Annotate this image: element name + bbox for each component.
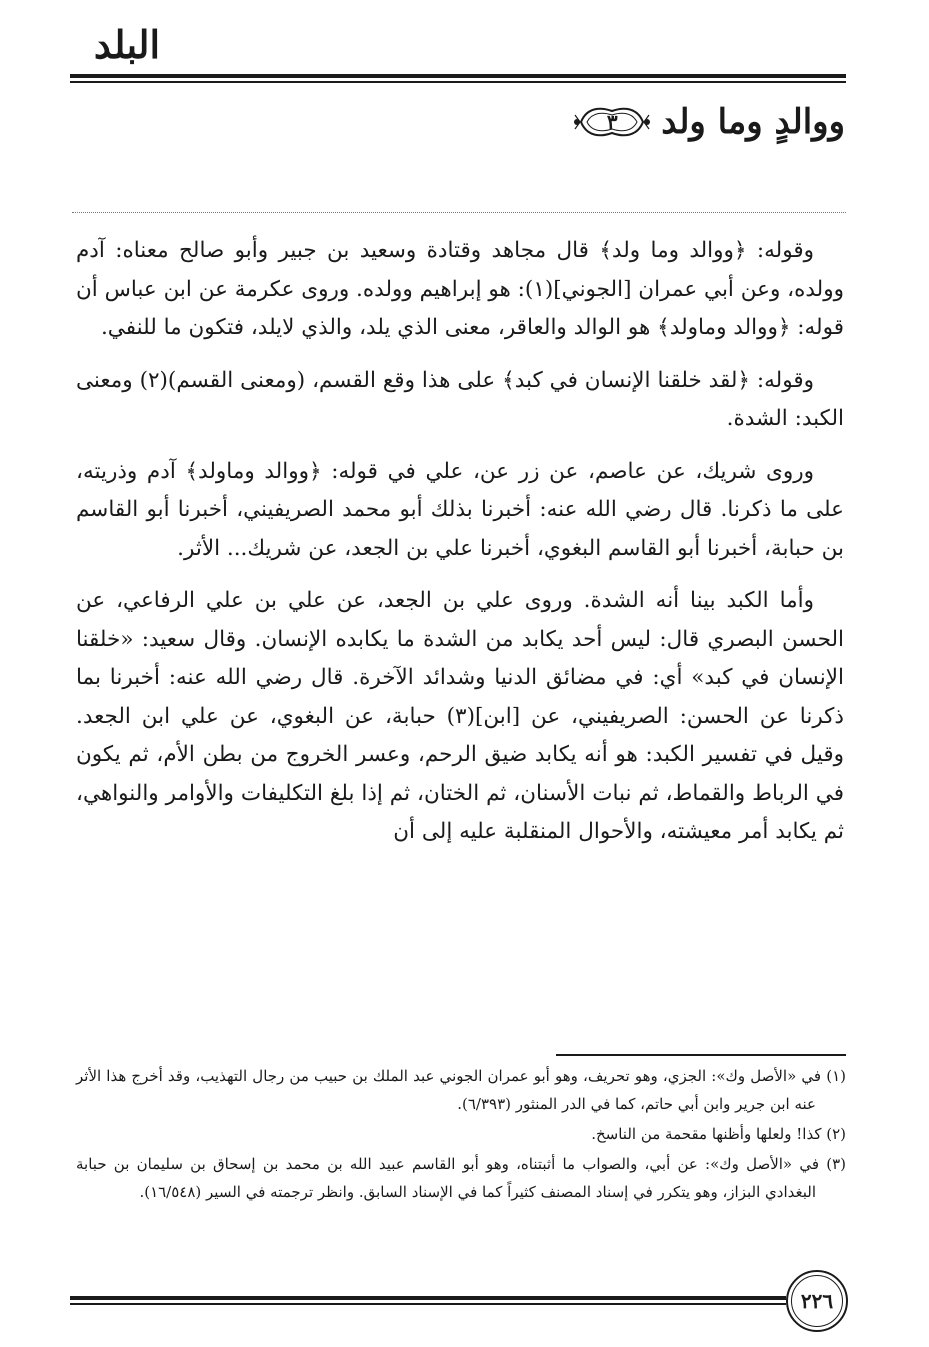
footnote: (٣) في «الأصل وك»: عن أبي، والصواب ما أثبتناه، وهو أبو القاسم عبيد الله بن محمد بن إسحاق بن سليمان بن حبابة البغدادي البزاز، وهو يتكرر في إسناد المصنف كثيراً كما في الإسناد السابق. وانظر ترجمته في السير (١٦/٥٤٨). bbox=[76, 1155, 846, 1201]
header-rule bbox=[70, 74, 846, 78]
footnote: (٢) كذا! ولعلها وأظنها مقحمة من الناسخ. bbox=[591, 1125, 846, 1143]
footer-rule bbox=[70, 1296, 786, 1300]
main-text bbox=[76, 232, 844, 866]
paragraph: وروى شريك، عن عاصم، عن زر عن، علي في قوله: ﴿ووالد وماولد﴾ آدم وذريته، على ما ذكرنا. قال رضي الله عنه: أخبرنا بذلك أبو محمد الصريفيني، أخبرنا أبو القاسم بن حبابة، أخبرنا أبو القاسم البغوي، أخبرنا علي بن الجعد، عن شريك... الأثر. bbox=[76, 458, 844, 561]
paragraph: وقوله: ﴿لقد خلقنا الإنسان في كبد﴾ على هذا وقع القسم، (ومعنى القسم)(٢) ومعنى الكبد: الشدة. bbox=[76, 367, 844, 431]
footnote-separator bbox=[556, 1054, 846, 1056]
verse-number-ornament bbox=[573, 101, 651, 143]
footer-rule-thin bbox=[70, 1303, 786, 1305]
page-number: ٢٢٦ bbox=[786, 1270, 848, 1332]
verse-number: ٣ bbox=[606, 110, 618, 134]
footnote: (١) في «الأصل وك»: الجزي، وهو تحريف، وهو أبو عمران الجوني عبد الملك بن حبيب من رجال التهذيب، وقد أخرج هذا الأثر عنه ابن جرير وابن أبي حاتم، كما في الدر المنثور (٦/٣٩٣). bbox=[76, 1067, 846, 1113]
running-header-surah-name: البلد bbox=[93, 22, 161, 67]
paragraph: وقوله: ﴿ووالد وما ولد﴾ قال مجاهد وقتادة وسعيد بن جبير وأبو صالح معناه: آدم وولده، وعن أبي عمران [الجوني](١): هو إبراهيم وولده. وروى عكرمة عن ابن عباس أن قوله: ﴿ووالد وماولد﴾ هو الوالد والعاقر، معنى الذي يلد، والذي لايلد، فتكون ما للنفي. bbox=[76, 238, 844, 340]
footnotes bbox=[76, 1062, 846, 1208]
verse-title: ووالدٍ وما ولد bbox=[661, 102, 845, 142]
section-heading bbox=[573, 92, 845, 152]
header-rule-thin bbox=[70, 81, 846, 83]
section-divider bbox=[72, 212, 846, 213]
paragraph: وأما الكبد بينا أنه الشدة. وروى علي بن الجعد، عن علي بن علي الرفاعي، عن الحسن البصري قال: ليس أحد يكابد من الشدة ما يكابده الإنسان. وقال سعيد: «خلقنا الإنسان في كبد» أي: في مضائق الدنيا وشدائد الآخرة. قال رضي الله عنه: أخبرنا بما ذكرنا عن الحسن: الصريفيني، عن [ابن](٣) حبابة، عن البغوي، عن علي ابن الجعد. وقيل في تفسير الكبد: هو أنه يكابد ضيق الرحم، وعسر الخروج من بطن الأم، ثم يكون في الرباط والقماط، ثم نبات الأسنان، ثم الختان، ثم إذا بلغ التكليفات والأوامر والنواهي، ثم يكابد أمر معيشته، والأحوال المنقلبة عليه إلى أن bbox=[76, 588, 844, 844]
